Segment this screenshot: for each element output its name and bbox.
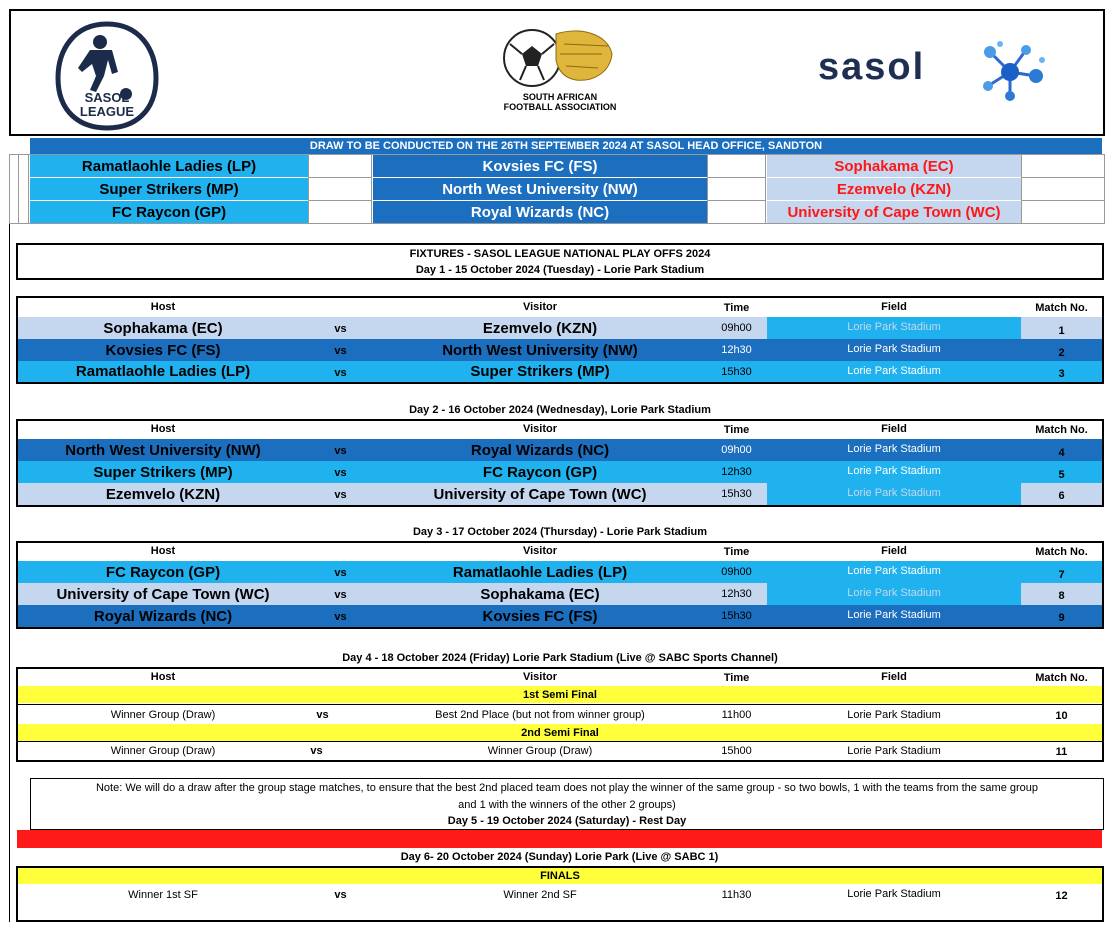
day3-row-3-match: 9 [1058, 612, 1065, 624]
day2-row-3-visitor: University of Cape Town (WC) [433, 485, 647, 503]
sf1-time: 11h00 [721, 708, 752, 721]
safa-logo [490, 24, 630, 116]
day2-row-1-match: 4 [1058, 447, 1065, 459]
group-a-team-2: Super Strikers (MP) [30, 178, 308, 200]
rest-day-red-bar [17, 830, 1102, 848]
day6-title: Day 6- 20 October 2024 (Sunday) Lorie Park (Live @ SABC 1) [400, 851, 719, 863]
sasol-logo-text: sasol [818, 46, 926, 88]
sf2-match: 11 [1055, 746, 1068, 758]
day3-row-3-field: Lorie Park Stadium [847, 609, 941, 621]
day2-row-3-match: 6 [1058, 490, 1065, 502]
group-b-team-2: North West University (NW) [373, 178, 707, 200]
sasol-league-logo-line1: SASOL [84, 90, 130, 105]
sf2-host: Winner Group (Draw) [110, 745, 216, 757]
day4-header-visitor: Visitor [522, 671, 558, 683]
day3-row-1-field: Lorie Park Stadium [847, 565, 941, 577]
day2-row-2-match: 5 [1058, 469, 1065, 481]
day1-row-2-match: 2 [1058, 347, 1065, 359]
day1-row-1-field: Lorie Park Stadium [847, 321, 941, 333]
safa-ball-icon [490, 24, 630, 90]
day3-row-3-visitor: Kovsies FC (FS) [482, 607, 598, 625]
day2-row-1-time: 09h00 [721, 444, 752, 456]
day1-row-1-time: 09h00 [721, 322, 752, 334]
day4-title: Day 4 - 18 October 2024 (Friday) Lorie Park Stadium (Live @ SABC Sports Channel) [342, 652, 778, 664]
final-match: 12 [1055, 890, 1068, 902]
day2-header-time: Time [723, 424, 750, 436]
sf1-field: Lorie Park Stadium [847, 708, 941, 721]
day2-row-3-vs: vs [334, 489, 347, 501]
group-b-spacer-line2 [707, 200, 766, 201]
sasol-molecule-logo [970, 38, 1050, 104]
sasol-molecule-icon [970, 38, 1050, 104]
day1-row-2-host: Kovsies FC (FS) [105, 341, 221, 359]
day2-header-field: Field [881, 423, 907, 435]
fixtures-title: FIXTURES - SASOL LEAGUE NATIONAL PLAY OFFS 2024 [409, 247, 711, 260]
day3-header-visitor: Visitor [522, 545, 558, 557]
final-visitor: Winner 2nd SF [503, 889, 577, 901]
day3-header-host: Host [150, 545, 176, 557]
sf2-field: Lorie Park Stadium [847, 745, 941, 757]
day2-row-2-vs: vs [334, 467, 347, 479]
day2-header-match: Match No. [1035, 424, 1088, 436]
sf1-host: Winner Group (Draw) [110, 708, 216, 721]
group-a-spacer [308, 155, 372, 223]
sf1-match: 10 [1055, 709, 1068, 722]
draw-banner: DRAW TO BE CONDUCTED ON THE 26TH SEPTEMBER 2024 AT SASOL HEAD OFFICE, SANDTON [30, 138, 1102, 154]
day1-header-field: Field [881, 301, 907, 313]
day3-row-2-host: University of Cape Town (WC) [56, 585, 270, 603]
group-b-team-1: Kovsies FC (FS) [373, 155, 707, 177]
day1-row-3-field: Lorie Park Stadium [847, 365, 941, 377]
group-c-spacer-line2 [1021, 200, 1105, 201]
day3-title: Day 3 - 17 October 2024 (Thursday) - Lorie Park Stadium [412, 526, 708, 538]
sf2-time: 15h00 [721, 745, 752, 757]
day3-row-2-field: Lorie Park Stadium [847, 587, 941, 599]
day1-row-3-time: 15h30 [721, 366, 752, 378]
day3-row-2-vs: vs [334, 589, 347, 601]
day1-row-2-time: 12h30 [721, 344, 752, 356]
day3-row-1-host: FC Raycon (GP) [105, 563, 221, 581]
day1-header-visitor: Visitor [522, 301, 558, 313]
day1-row-2-field: Lorie Park Stadium [847, 343, 941, 355]
day1-row-3-vs: vs [334, 367, 347, 379]
day1-row-1-vs: vs [334, 323, 347, 335]
day3-row-2-visitor: Sophakama (EC) [480, 585, 600, 603]
day1-row-3-match: 3 [1058, 368, 1065, 380]
final-field: Lorie Park Stadium [847, 888, 941, 900]
group-c-spacer-line1 [1021, 177, 1105, 178]
day2-row-3-field: Lorie Park Stadium [847, 487, 941, 499]
day1-header-time: Time [723, 302, 750, 314]
day3-row-3-vs: vs [334, 611, 347, 623]
safa-logo-line2: FOOTBALL ASSOCIATION [503, 102, 617, 112]
semi-final-2-banner: 2nd Semi Final [18, 724, 1102, 741]
day4-header-host: Host [150, 671, 176, 683]
day3-header-field: Field [881, 545, 907, 557]
finals-banner: FINALS [18, 868, 1102, 884]
group-c-team-2: Ezemvelo (KZN) [767, 178, 1021, 200]
day2-row-2-field: Lorie Park Stadium [847, 465, 941, 477]
group-c-spacer [1021, 155, 1105, 223]
day1-row-1-match: 1 [1058, 325, 1065, 337]
sf2-vs: vs [310, 745, 323, 757]
group-a-spacer-line2 [308, 200, 372, 201]
day1-row-2-vs: vs [334, 345, 347, 357]
day2-title: Day 2 - 16 October 2024 (Wednesday), Lorie Park Stadium [409, 404, 711, 416]
group-c-team-1: Sophakama (EC) [767, 155, 1021, 177]
group-a-spacer-line1 [308, 177, 372, 178]
group-b-spacer [707, 155, 766, 223]
draw-grid-col-stub1 [9, 154, 19, 224]
day2-row-1-field: Lorie Park Stadium [847, 443, 941, 455]
day3-header-match: Match No. [1035, 546, 1088, 558]
group-a-team-1: Ramatlaohle Ladies (LP) [30, 155, 308, 177]
day2-row-3-host: Ezemvelo (KZN) [105, 485, 221, 503]
day3-row-1-vs: vs [334, 567, 347, 579]
day2-row-2-visitor: FC Raycon (GP) [482, 463, 598, 481]
day3-row-2-time: 12h30 [721, 588, 752, 600]
day3-row-1-time: 09h00 [721, 566, 752, 578]
day1-header-match: Match No. [1035, 302, 1088, 314]
day1-row-2-visitor: North West University (NW) [442, 341, 638, 359]
semi-final-1-banner: 1st Semi Final [18, 686, 1102, 703]
draw-grid-col-stub2 [19, 154, 29, 224]
day3-row-1-match: 7 [1058, 569, 1065, 581]
day3-row-1-visitor: Ramatlaohle Ladies (LP) [452, 563, 628, 581]
day2-row-2-time: 12h30 [721, 466, 752, 478]
day2-row-2-host: Super Strikers (MP) [93, 463, 233, 481]
note-line-1: Note: We will do a draw after the group stage matches, to ensure that the best 2nd placed team does not play the winner of the same group - so two bowls, 1 with the teams from the same group [95, 782, 1039, 794]
day1-title: Day 1 - 15 October 2024 (Tuesday) - Lorie Park Stadium [415, 263, 705, 276]
group-b-spacer-line1 [707, 177, 766, 178]
group-c-team-3: University of Cape Town (WC) [767, 201, 1021, 223]
day1-row-3-visitor: Super Strikers (MP) [470, 363, 610, 380]
day3-header-time: Time [723, 546, 750, 558]
final-host: Winner 1st SF [128, 889, 198, 901]
group-b-team-3: Royal Wizards (NC) [373, 201, 707, 223]
sasol-league-logo [54, 20, 160, 132]
day3-row-3-host: Royal Wizards (NC) [93, 607, 233, 625]
day2-row-1-visitor: Royal Wizards (NC) [470, 441, 610, 459]
day4-header-field: Field [881, 671, 907, 683]
day2-header-visitor: Visitor [522, 423, 558, 435]
sf2-visitor: Winner Group (Draw) [487, 745, 593, 757]
day1-row-1-visitor: Ezemvelo (KZN) [482, 319, 598, 337]
day2-header-host: Host [150, 423, 176, 435]
sf1-vs: vs [316, 708, 329, 721]
day1-row-1-host: Sophakama (EC) [103, 319, 223, 337]
day3-row-2-match: 8 [1058, 590, 1065, 602]
day1-header-host: Host [150, 301, 176, 313]
final-vs: vs [334, 889, 347, 901]
day1-row-3-host: Ramatlaohle Ladies (LP) [75, 363, 251, 380]
day4-header-time: Time [723, 672, 750, 684]
day5-title: Day 5 - 19 October 2024 (Saturday) - Rest Day [447, 815, 687, 827]
final-time: 11h30 [721, 889, 752, 901]
group-a-team-3: FC Raycon (GP) [30, 201, 308, 223]
safa-logo-line1: SOUTH AFRICAN [522, 92, 598, 102]
sasol-league-logo-line2: LEAGUE [79, 104, 135, 119]
note-line-2: and 1 with the winners of the other 2 groups) [458, 798, 676, 811]
day2-row-1-host: North West University (NW) [65, 441, 261, 459]
day4-header-match: Match No. [1035, 672, 1088, 684]
day2-row-3-time: 15h30 [721, 488, 752, 500]
day2-row-1-vs: vs [334, 445, 347, 457]
page-left-edge [9, 224, 10, 922]
sf1-visitor: Best 2nd Place (but not from winner group) [435, 708, 645, 721]
day3-row-3-time: 15h30 [721, 610, 752, 622]
